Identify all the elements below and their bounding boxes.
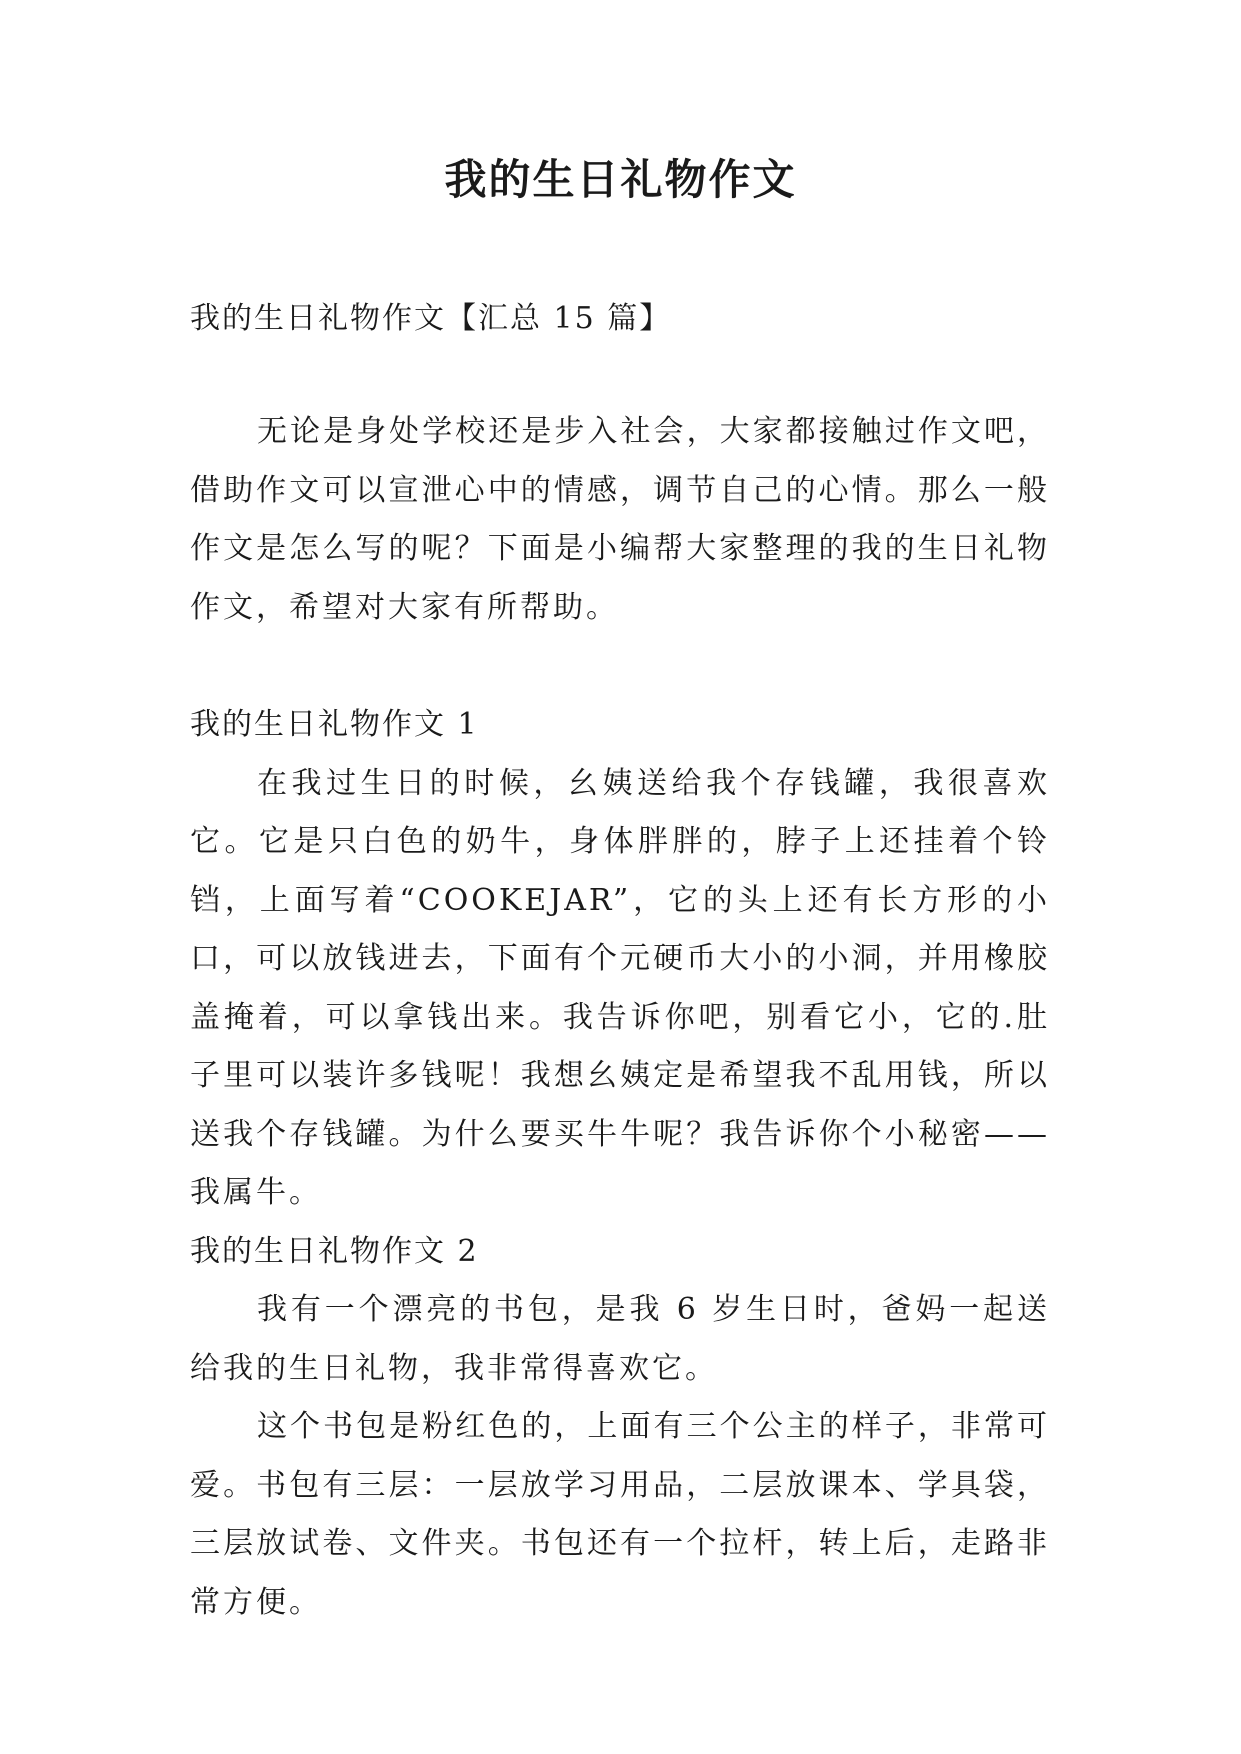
essay-1-heading: 我的生日礼物作文 1 (190, 707, 479, 742)
essays-section (190, 696, 1050, 1632)
essay-2-paragraph-1: 我有一个漂亮的书包，是我 6 岁生日时，爸妈一起送给我的生日礼物，我非常得喜欢它。 (190, 1292, 1050, 1386)
essay-1-paragraph-1: 在我过生日的时候，幺姨送给我个存钱罐，我很喜欢它。它是只白色的奶牛，身体胖胖的，脖子上还挂着个铃铛，上面写着“COOKEJAR”，它的头上还有长方形的小口，可以放钱进去，下面有个元硬币大小的小洞，并用橡胶盖掩着，可以拿钱出来。我告诉你吧，别看它小，它的.肚子里可以装许多钱呢！我想幺姨定是希望我不乱用钱，所以送我个存钱罐。为什么要买牛牛呢？我告诉你个小秘密——我属牛。 (190, 765, 1050, 1210)
essay-2-paragraph-2: 这个书包是粉红色的，上面有三个公主的样子，非常可爱。书包有三层：一层放学习用品，二层放课本、学具袋，三层放试卷、文件夹。书包还有一个拉杆，转上后，走路非常方便。 (190, 1409, 1050, 1620)
intro-paragraph: 无论是身处学校还是步入社会，大家都接触过作文吧，借助作文可以宣泄心中的情感，调节自己的心情。那么一般作文是怎么写的呢？下面是小编帮大家整理的我的生日礼物作文，希望对大家有所帮助。 (190, 414, 1050, 625)
document-subtitle: 我的生日礼物作文【汇总 15 篇】 (190, 301, 672, 336)
page-title: 我的生日礼物作文 (444, 155, 797, 204)
essay-2-heading: 我的生日礼物作文 2 (190, 1233, 479, 1269)
